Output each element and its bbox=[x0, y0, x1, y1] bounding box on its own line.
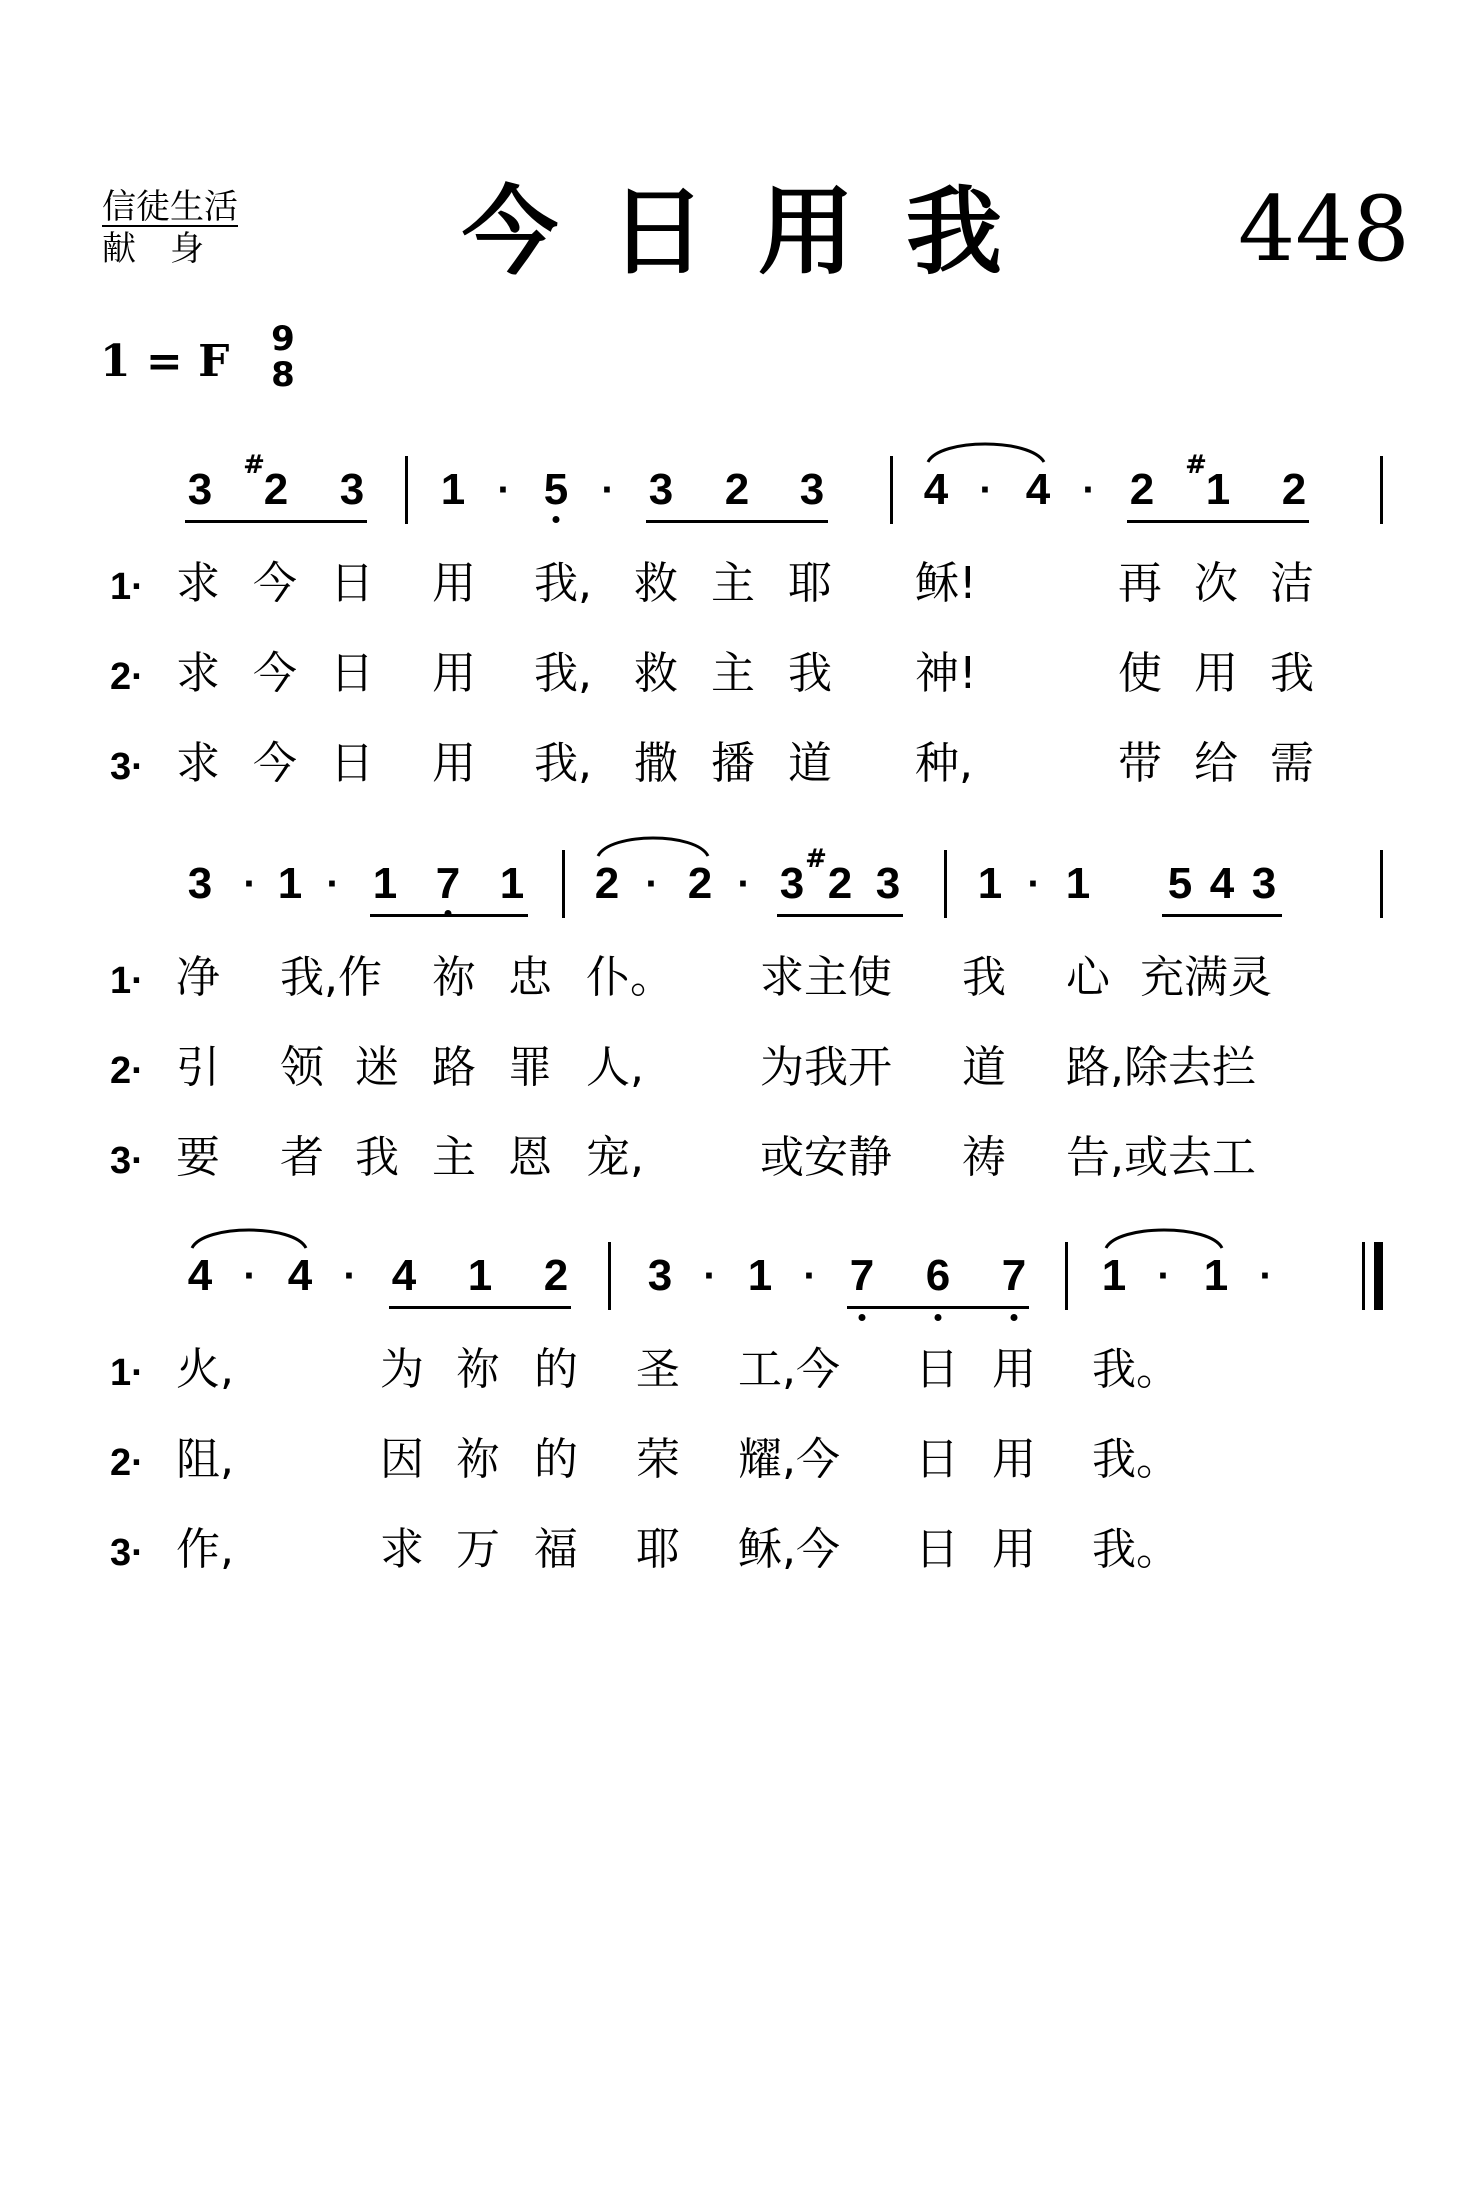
sharp-accidental: # bbox=[1185, 450, 1207, 480]
lyric: 的 bbox=[534, 1344, 578, 1395]
note: 4 bbox=[1025, 465, 1051, 514]
note: 5 bbox=[543, 465, 569, 514]
dot-extension: · bbox=[497, 468, 511, 512]
note: 3 bbox=[187, 465, 213, 514]
lyric: 使 bbox=[1118, 648, 1162, 699]
dot-extension: · bbox=[645, 862, 659, 906]
category-label: 信徒生活 bbox=[102, 187, 238, 227]
note: 2 bbox=[594, 859, 620, 908]
lyric: 或安静 bbox=[760, 1132, 892, 1183]
note: 3 bbox=[1251, 859, 1277, 908]
lyric: 为我开 bbox=[760, 1042, 892, 1093]
note: 4 bbox=[187, 1251, 213, 1300]
note: 2 bbox=[263, 465, 289, 514]
lyric: 主 bbox=[711, 648, 755, 699]
note: 3 bbox=[875, 859, 901, 908]
lyric: 用 bbox=[1194, 648, 1238, 699]
lyric: 为 bbox=[380, 1344, 424, 1395]
dot-extension: · bbox=[326, 862, 340, 906]
note: 4 bbox=[923, 465, 949, 514]
time-signature-top: 9 bbox=[271, 319, 295, 359]
lyric: 耶 bbox=[788, 558, 832, 609]
lyric: 求 bbox=[176, 738, 220, 789]
lyric: 今 bbox=[253, 738, 297, 789]
lyric: 心 bbox=[1066, 952, 1110, 1003]
dot-extension: · bbox=[703, 1254, 717, 1298]
lyric: 求 bbox=[176, 648, 220, 699]
lyric: 告,或去工 bbox=[1066, 1132, 1256, 1183]
lyric: 求 bbox=[380, 1524, 424, 1575]
lyric: 仆。 bbox=[586, 952, 674, 1003]
note: 1 bbox=[277, 859, 303, 908]
lyric: 日 bbox=[330, 558, 374, 609]
dot-extension: · bbox=[803, 1254, 817, 1298]
lyric: 我, bbox=[534, 558, 592, 609]
lyric: 引 bbox=[176, 1042, 220, 1093]
note: 3 bbox=[647, 1251, 673, 1300]
lyric: 我, bbox=[534, 648, 592, 699]
lyric: 我 bbox=[1270, 648, 1314, 699]
note: 3 bbox=[339, 465, 365, 514]
hymn-number: 448 bbox=[1238, 177, 1410, 282]
lyric: 我, bbox=[534, 738, 592, 789]
key-signature: 1 = F bbox=[100, 336, 230, 387]
lyric: 用 bbox=[992, 1434, 1036, 1485]
lyric: 的 bbox=[534, 1434, 578, 1485]
lyric: 主 bbox=[711, 558, 755, 609]
verse-number: 2· bbox=[110, 1442, 144, 1484]
lyric: 求主使 bbox=[760, 952, 892, 1003]
lyric: 再 bbox=[1118, 558, 1162, 609]
lyric: 日 bbox=[915, 1434, 959, 1485]
verse-number: 2· bbox=[110, 656, 144, 698]
lyric: 我 bbox=[788, 648, 832, 699]
lyric: 稣! bbox=[915, 558, 977, 609]
sharp-accidental: # bbox=[805, 844, 827, 874]
dot-extension: · bbox=[1259, 1254, 1273, 1298]
dot-extension: · bbox=[243, 862, 257, 906]
lyric: 我,作 bbox=[280, 952, 382, 1003]
lyric: 祢 bbox=[456, 1434, 500, 1485]
note: 3 bbox=[779, 859, 805, 908]
note: 1 bbox=[977, 859, 1003, 908]
lyric: 福 bbox=[534, 1524, 578, 1575]
lyric: 万 bbox=[456, 1524, 500, 1575]
lyric: 者 bbox=[280, 1132, 324, 1183]
lyric: 耶 bbox=[636, 1524, 680, 1575]
dot-extension: · bbox=[343, 1254, 357, 1298]
dot-extension: · bbox=[1027, 862, 1041, 906]
tie-slur bbox=[1106, 1230, 1222, 1248]
note: 2 bbox=[543, 1251, 569, 1300]
lyric: 人, bbox=[586, 1042, 644, 1093]
lyric: 领 bbox=[280, 1042, 324, 1093]
note: 1 bbox=[372, 859, 398, 908]
time-signature-bottom: 8 bbox=[271, 355, 295, 395]
lyric: 洁 bbox=[1270, 558, 1314, 609]
note: 1 bbox=[1203, 1251, 1229, 1300]
note: 1 bbox=[1205, 465, 1231, 514]
lyric: 荣 bbox=[636, 1434, 680, 1485]
lyric: 用 bbox=[432, 558, 476, 609]
note: 6 bbox=[925, 1251, 951, 1300]
lyric: 圣 bbox=[636, 1344, 680, 1395]
lyric: 祷 bbox=[962, 1132, 1006, 1183]
lyric: 祢 bbox=[456, 1344, 500, 1395]
dot-extension: · bbox=[243, 1254, 257, 1298]
lyric: 我。 bbox=[1092, 1344, 1180, 1395]
lyric: 要 bbox=[176, 1132, 220, 1183]
subcategory-label: 献 身 bbox=[102, 229, 204, 269]
note: 4 bbox=[1209, 859, 1235, 908]
lyric: 净 bbox=[176, 952, 220, 1003]
lyric: 撒 bbox=[634, 738, 678, 789]
lyric: 日 bbox=[915, 1524, 959, 1575]
lyric: 带 bbox=[1118, 738, 1162, 789]
note: 1 bbox=[499, 859, 525, 908]
dot-extension: · bbox=[1082, 468, 1096, 512]
lyric: 阻, bbox=[176, 1434, 234, 1485]
lyric: 路,除去拦 bbox=[1066, 1042, 1256, 1093]
hymn-title: 今日用我 bbox=[462, 176, 1054, 288]
lyric: 因 bbox=[380, 1434, 424, 1485]
lyric: 忠 bbox=[508, 952, 552, 1003]
note: 2 bbox=[1129, 465, 1155, 514]
lyric: 道 bbox=[788, 738, 832, 789]
lyric: 次 bbox=[1194, 558, 1238, 609]
lyric: 工,今 bbox=[738, 1344, 840, 1395]
lyric: 今 bbox=[253, 558, 297, 609]
lyric: 我 bbox=[355, 1132, 399, 1183]
verse-number: 2· bbox=[110, 1050, 144, 1092]
verse-number: 1· bbox=[110, 960, 144, 1002]
note: 2 bbox=[1281, 465, 1307, 514]
lyric: 耀,今 bbox=[738, 1434, 840, 1485]
note: 7 bbox=[849, 1251, 875, 1300]
lyric: 救 bbox=[634, 558, 678, 609]
lyric: 日 bbox=[330, 738, 374, 789]
lyric: 我 bbox=[962, 952, 1006, 1003]
note: 5 bbox=[1167, 859, 1193, 908]
dot-extension: · bbox=[1157, 1254, 1171, 1298]
lyric: 日 bbox=[330, 648, 374, 699]
tie-slur bbox=[598, 838, 708, 856]
note: 3 bbox=[799, 465, 825, 514]
tie-slur bbox=[192, 1230, 306, 1248]
verse-number: 1· bbox=[110, 566, 144, 608]
lyric: 道 bbox=[962, 1042, 1006, 1093]
note: 2 bbox=[827, 859, 853, 908]
verse-number: 3· bbox=[110, 1140, 144, 1182]
note: 3 bbox=[648, 465, 674, 514]
lyric: 我。 bbox=[1092, 1524, 1180, 1575]
lyric: 用 bbox=[992, 1524, 1036, 1575]
note: 1 bbox=[747, 1251, 773, 1300]
note: 1 bbox=[1065, 859, 1091, 908]
dot-extension: · bbox=[737, 862, 751, 906]
lyric: 路 bbox=[432, 1042, 476, 1093]
note: 4 bbox=[391, 1251, 417, 1300]
lyric: 迷 bbox=[355, 1042, 399, 1093]
dot-extension: · bbox=[979, 468, 993, 512]
note: 3 bbox=[187, 859, 213, 908]
note: 1 bbox=[440, 465, 466, 514]
lyric: 今 bbox=[253, 648, 297, 699]
lyric: 神! bbox=[915, 648, 977, 699]
lyric: 用 bbox=[432, 738, 476, 789]
tie-slur bbox=[928, 444, 1044, 462]
lyric: 播 bbox=[711, 738, 755, 789]
lyric: 罪 bbox=[508, 1042, 552, 1093]
lyric: 宠, bbox=[586, 1132, 644, 1183]
lyric: 用 bbox=[432, 648, 476, 699]
note: 2 bbox=[687, 859, 713, 908]
lyric: 稣,今 bbox=[738, 1524, 840, 1575]
note: 7 bbox=[1001, 1251, 1027, 1300]
note: 7 bbox=[435, 859, 461, 908]
verse-number: 3· bbox=[110, 1532, 144, 1574]
lyric: 恩 bbox=[508, 1132, 552, 1183]
lyric: 用 bbox=[992, 1344, 1036, 1395]
lyric: 我。 bbox=[1092, 1434, 1180, 1485]
verse-number: 3· bbox=[110, 746, 144, 788]
dot-extension: · bbox=[601, 468, 615, 512]
lyric: 充满灵 bbox=[1140, 952, 1272, 1003]
lyric: 种, bbox=[915, 738, 973, 789]
note: 2 bbox=[724, 465, 750, 514]
verse-number: 1· bbox=[110, 1352, 144, 1394]
note: 4 bbox=[287, 1251, 313, 1300]
lyric: 需 bbox=[1270, 738, 1314, 789]
lyric: 日 bbox=[915, 1344, 959, 1395]
lyric: 求 bbox=[176, 558, 220, 609]
note: 1 bbox=[467, 1251, 493, 1300]
lyric: 救 bbox=[634, 648, 678, 699]
lyric: 给 bbox=[1194, 738, 1238, 789]
note: 1 bbox=[1101, 1251, 1127, 1300]
lyric: 祢 bbox=[432, 952, 476, 1003]
lyric: 作, bbox=[176, 1524, 234, 1575]
sharp-accidental: # bbox=[243, 450, 265, 480]
lyric: 主 bbox=[432, 1132, 476, 1183]
lyric: 火, bbox=[176, 1344, 234, 1395]
